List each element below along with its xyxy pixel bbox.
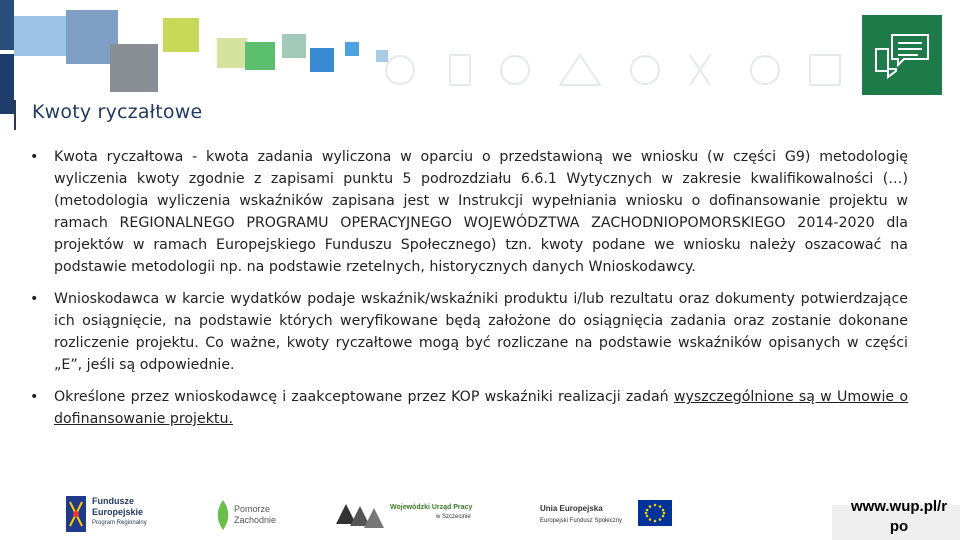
- pz-line1: Pomorze: [234, 504, 271, 514]
- wup-blocks-icon: [336, 500, 386, 530]
- background-pattern-icon: [380, 40, 860, 100]
- wup-logo: [336, 500, 486, 536]
- website-link[interactable]: [838, 497, 960, 537]
- deco-square-navy: [0, 0, 14, 50]
- content-list: [30, 146, 908, 440]
- chat-box: [862, 15, 942, 95]
- url-line1: www.wup.pl/r: [850, 498, 948, 515]
- url-line2: po: [889, 518, 909, 535]
- fe-star-icon: [66, 496, 86, 532]
- chat-bubbles-icon: [862, 15, 942, 95]
- title-accent-bar: [14, 100, 16, 130]
- footer-logos: [0, 488, 960, 540]
- deco-square-navy-2: [0, 54, 14, 114]
- page-title: Kwoty ryczałtowe: [32, 101, 203, 123]
- ue-line1: Unia Europejska: [540, 504, 603, 513]
- bullet-3-text: Określone przez wnioskodawcę i zaakceptowane przez KOP wskaźniki realizacji zadań: [54, 389, 674, 405]
- list-item: [30, 288, 908, 376]
- ue-line2: Europejski Fundusz Społeczny: [540, 518, 623, 524]
- wup-line2: w Szczecinie: [436, 514, 471, 520]
- deco-square-lime-light: [217, 38, 247, 68]
- bullet-1-text: Kwota ryczałtowa - kwota zadania wyliczona w oparciu o przedstawioną we wniosku (w części G9) metodologię wyliczenia kwoty zgodnie z zapisami punktu 5 podrozdziału 6.6.1 Wytycznych w zakresie kwalifikowalności (…) (metodologia wyliczenia wskaźników zapisana jest w Instrukcji wypełniania wniosku o dofinansowanie projektu w ramach REGIONALNEGO PROGRAMU OPERACYJNEGO WOJEWÓDZTWA ZACHODNIOPOMORSKIEGO 2014-2020 dla projektów w ramach Europejskiego Funduszu Społecznego) tzn. kwoty podane we wniosku należy oszacować na podstawie metodologii np. na podstawie rzetelnych, historycznych danych Wnioskodawcy.: [54, 149, 908, 275]
- pomorze-leaf-icon: [214, 500, 232, 530]
- deco-square-gray: [110, 44, 158, 92]
- fe-logo: [66, 496, 166, 536]
- eu-flag-icon: [638, 500, 672, 526]
- list-item: [30, 146, 908, 278]
- deco-square-green: [245, 42, 275, 70]
- fe-line2: Europejskie: [92, 507, 144, 517]
- list-item: [30, 386, 908, 430]
- fe-line1: Fundusze: [92, 496, 134, 506]
- deco-square-blue-tiny: [345, 42, 359, 56]
- ue-logo: [540, 500, 680, 536]
- fe-line3: Program Regionalny: [92, 520, 147, 526]
- pomorze-logo: [214, 498, 284, 538]
- deco-square-teal: [282, 34, 306, 58]
- deco-square-lime: [163, 18, 199, 52]
- bullet-2-text: Wnioskodawca w karcie wydatków podaje wskaźnik/wskaźniki produktu i/lub rezultatu oraz dokumenty potwierdzające ich osiągnięcie, na podstawie których weryfikowane będą założone do osiągnięcia zadania oraz zostanie dokonane rozliczenie projektu. Co ważne, kwoty ryczałtowe mogą być rozliczane na podstawie wskaźników opisanych w części „E”, jeśli są odpowiednie.: [54, 291, 908, 373]
- wup-line1: Wojewódzki Urząd Pracy: [390, 504, 473, 511]
- deco-square-blue-small: [310, 48, 334, 72]
- pz-line2: Zachodnie: [234, 515, 277, 525]
- bullet-3-underlined: wyszczególnione są w Umowie o dofinansowanie projektu.: [54, 389, 909, 427]
